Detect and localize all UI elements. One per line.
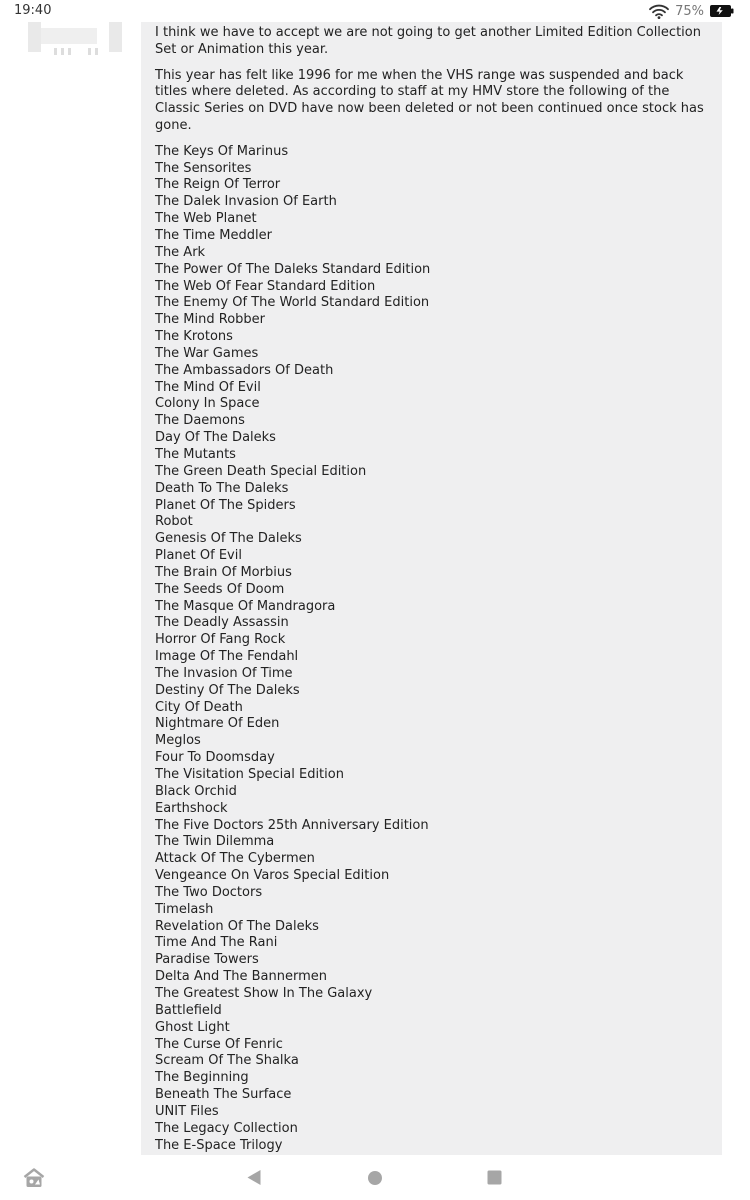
list-item: The Brain Of Morbius [155, 564, 292, 580]
list-item: Time And The Rani [155, 935, 278, 951]
list-item: Day Of The Daleks [155, 430, 276, 446]
list-item: Delta And The Bannermen [155, 969, 328, 985]
list-item: The Ark [155, 244, 206, 260]
back-triangle-icon[interactable] [246, 1169, 262, 1186]
list-item: Earthshock [155, 800, 228, 816]
list-item: Nightmare Of Eden [155, 716, 280, 732]
list-item: Ghost Light [155, 1019, 230, 1035]
list-item: Attack Of The Cybermen [155, 851, 315, 867]
list-item: Image Of The Fendahl [155, 649, 299, 665]
list-item: The Keys Of Marinus [155, 143, 289, 159]
list-item: The Seeds Of Doom [155, 581, 285, 597]
recents-square-icon[interactable] [487, 1170, 502, 1185]
list-item: Robot [155, 514, 193, 530]
post-paragraph: This year has felt like 1996 for me when the VHS range was suspended and back titles where deleted. As according to staff at my HMV store the following of the Classic Series on DVD have now been deleted or not been continued once stock has gone. [155, 67, 704, 133]
list-item: The Power Of The Daleks Standard Edition [155, 261, 431, 277]
list-item: The Mutants [155, 446, 236, 462]
list-item: The Krotons [155, 329, 233, 345]
list-item: The Dalek Invasion Of Earth [155, 194, 337, 210]
list-item: The Curse Of Fenric [155, 1036, 283, 1052]
list-item: The Mind Of Evil [155, 379, 261, 395]
post-paragraph: I think we have to accept we are not going to get another Limited Edition Collection Set or Animation this year. [155, 25, 701, 57]
list-item: The Daemons [155, 413, 245, 429]
list-item: Battlefield [155, 1002, 222, 1018]
status-indicators [649, 3, 734, 19]
list-item: Death To The Daleks [155, 480, 289, 496]
list-item: The Enemy Of The World Standard Edition [155, 295, 430, 311]
list-item: The Greatest Show In The Galaxy [155, 985, 373, 1001]
list-item: The Twin Dilemma [155, 834, 275, 850]
list-item: The Masque Of Mandragora [155, 598, 336, 614]
list-item: Paradise Towers [155, 952, 259, 968]
post-body [155, 25, 711, 1171]
list-item: Timelash [155, 901, 214, 917]
list-item: City Of Death [155, 699, 243, 715]
list-item: The Web Of Fear Standard Edition [155, 278, 376, 294]
list-item: The E-Space Trilogy [155, 1137, 283, 1153]
navigation-bar [0, 1155, 750, 1200]
status-bar [0, 0, 750, 22]
list-item: Planet Of Evil [155, 548, 242, 564]
list-item: The War Games [155, 345, 259, 361]
battery-percent: 75% [675, 3, 704, 19]
list-item: Four To Doomsday [155, 750, 275, 766]
list-item: UNIT Files [155, 1103, 219, 1119]
list-item: The Beginning [155, 1070, 249, 1086]
list-item: The Ambassadors Of Death [155, 362, 334, 378]
status-time: 19:40 [14, 3, 52, 18]
list-item: Colony In Space [155, 396, 260, 412]
list-item: Horror Of Fang Rock [155, 632, 286, 648]
site-logo [26, 22, 126, 60]
list-item: Black Orchid [155, 783, 237, 799]
list-item: The Mind Robber [155, 312, 266, 328]
list-item: The Deadly Assassin [155, 615, 289, 631]
list-item: The Web Planet [155, 211, 257, 227]
list-item: The Five Doctors 25th Anniversary Edition [155, 817, 429, 833]
list-item: Planet Of The Spiders [155, 497, 296, 513]
app-shortcut-icon[interactable] [23, 1168, 45, 1188]
list-item: Meglos [155, 733, 201, 749]
list-item: The Reign Of Terror [155, 177, 281, 193]
post-panel [141, 22, 722, 1155]
list-item: Destiny Of The Daleks [155, 682, 300, 698]
list-item: Revelation Of The Daleks [155, 918, 319, 934]
list-item: Genesis Of The Daleks [155, 531, 302, 547]
list-item: The Legacy Collection [155, 1120, 298, 1136]
battery-charging-icon [710, 5, 734, 17]
list-item: The Green Death Special Edition [155, 463, 367, 479]
wifi-icon [649, 4, 669, 19]
list-item: The Time Meddler [155, 228, 272, 243]
list-item: Scream Of The Shalka [155, 1053, 299, 1069]
list-item: Vengeance On Varos Special Edition [155, 868, 390, 884]
home-circle-icon[interactable] [367, 1170, 383, 1186]
list-item: Beneath The Surface [155, 1087, 292, 1103]
deleted-titles-list [155, 144, 711, 1171]
list-item: The Invasion Of Time [155, 665, 293, 681]
list-item: The Visitation Special Edition [155, 767, 344, 782]
list-item: The Two Doctors [155, 884, 263, 900]
list-item: The Sensorites [155, 160, 252, 176]
